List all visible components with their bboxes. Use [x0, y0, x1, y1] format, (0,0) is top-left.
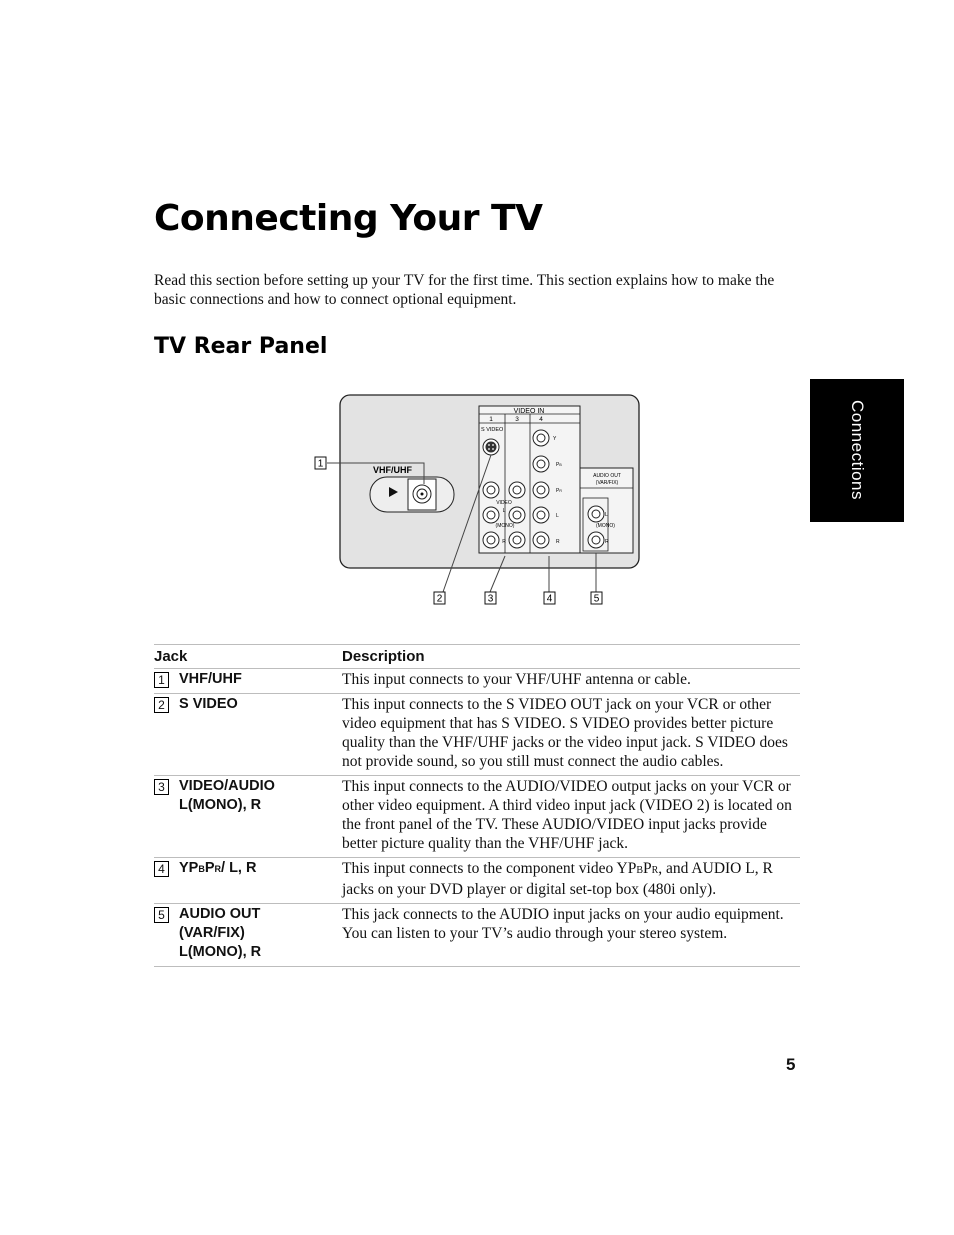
audio-r-label: R	[502, 539, 506, 545]
audio-l-label: L	[502, 508, 506, 514]
input-4-label: 4	[539, 416, 543, 423]
jack-name: S VIDEO	[179, 696, 238, 712]
table-row	[154, 694, 800, 776]
audio-out-mono-label: (MONO)	[596, 523, 615, 529]
header-description: Description	[342, 645, 800, 669]
input-1-audio-r-jack-inner	[487, 536, 495, 544]
audio-out-l-jack-inner	[592, 510, 600, 518]
pb-label: PB	[556, 462, 562, 468]
pr-label: PR	[556, 488, 562, 494]
jack-description: This jack connects to the AUDIO input jacks on your audio equipment. You can listen to your TV’s audio through your stereo system.	[342, 904, 800, 967]
pb-jack-inner	[537, 460, 545, 468]
jack-name: YPBPR/ L, R	[179, 860, 257, 876]
callout-2	[434, 592, 445, 605]
svg-text:1: 1	[317, 458, 324, 470]
audio-out-r-label: R	[605, 539, 609, 545]
input-1-audio-l-jack-inner	[487, 511, 495, 519]
input-1-video-jack-inner	[487, 486, 495, 494]
page-title: Connecting Your TV	[154, 198, 543, 239]
table-row	[154, 669, 800, 694]
side-tab-label: Connections	[848, 400, 867, 501]
video-in-label: VIDEO IN	[513, 408, 545, 415]
audio-out-r-jack-inner	[592, 536, 600, 544]
s-video-pin-4	[492, 448, 494, 450]
var-fix-label: (VAR/FIX)	[595, 480, 619, 486]
video-jack-label: VIDEO	[496, 500, 512, 506]
jack-table	[154, 644, 800, 967]
y-jack-inner	[537, 434, 545, 442]
component-r-label: R	[556, 539, 560, 545]
intro-paragraph: Read this section before setting up your TV for the first time. This section explains how to make the basic connections and how to connect optional equipment.	[154, 272, 775, 308]
audio-out-l-label: L	[605, 512, 608, 518]
svg-text:3: 3	[487, 593, 494, 605]
s-video-pin-1	[488, 444, 490, 446]
jack-description: This input connects to the S VIDEO OUT jack on your VCR or other video equipment that has S VIDEO. S VIDEO provides better picture quality than the VHF/UHF jacks or the video input jack. S VIDEO does not provide sound, so you still must connect the audio cables.	[342, 694, 800, 776]
vhf-uhf-label: VHF/UHF	[373, 465, 412, 475]
jack-name: VIDEO/AUDIO L(MONO), R	[179, 778, 275, 813]
input-1-label: 1	[489, 416, 493, 423]
row-number-box: 4	[154, 861, 169, 877]
jack-name: VHF/UHF	[179, 671, 242, 687]
input-3-audio-r-jack-inner	[513, 536, 521, 544]
jack-description: This input connects to the AUDIO/VIDEO output jacks on your VCR or other video equipment. A third video input jack (VIDEO 2) is located on the front panel of the TV. These AUDIO/VIDEO input jacks provide better picture quality than the VHF/UHF jack.	[342, 776, 800, 858]
svg-text:4: 4	[546, 593, 553, 605]
s-video-pin-3	[488, 448, 490, 450]
svg-text:2: 2	[436, 593, 443, 605]
section-subtitle: TV Rear Panel	[154, 334, 328, 359]
callout-4	[544, 592, 555, 605]
page-number: 5	[786, 1055, 796, 1074]
row-number-box: 2	[154, 697, 169, 713]
callout-3	[485, 592, 496, 605]
mono-label: (MONO)	[495, 523, 515, 529]
table-header-row	[154, 645, 800, 669]
input-3-label: 3	[515, 416, 519, 423]
component-l-label: L	[556, 513, 559, 519]
input-3-video-jack-inner	[513, 486, 521, 494]
component-audio-r-jack-inner	[537, 536, 545, 544]
table-row	[154, 858, 800, 904]
header-jack: Jack	[154, 645, 342, 669]
jack-description: This input connects to the component video YPBPR, and AUDIO L, R jacks on your DVD player or digital set-top box (480i only).	[342, 858, 800, 904]
table-row	[154, 904, 800, 967]
s-video-jack-core	[486, 442, 497, 453]
input-3-audio-l-jack-inner	[513, 511, 521, 519]
component-audio-l-jack-inner	[537, 511, 545, 519]
pr-jack-inner	[537, 486, 545, 494]
callout-5	[591, 592, 602, 605]
audio-out-label: AUDIO OUT	[593, 473, 621, 479]
y-label: Y	[553, 436, 557, 442]
s-video-pin-2	[492, 444, 494, 446]
callout-1	[315, 457, 326, 470]
row-number-box: 5	[154, 907, 169, 923]
jack-description: This input connects to your VHF/UHF antenna or cable.	[342, 669, 800, 694]
row-number-box: 1	[154, 672, 169, 688]
row-number-box: 3	[154, 779, 169, 795]
table-row	[154, 776, 800, 858]
s-video-label: S VIDEO	[481, 427, 504, 433]
jack-name: AUDIO OUT (VAR/FIX) L(MONO), R	[179, 906, 262, 960]
vhf-uhf-jack-pin	[421, 493, 424, 496]
svg-text:5: 5	[593, 593, 600, 605]
